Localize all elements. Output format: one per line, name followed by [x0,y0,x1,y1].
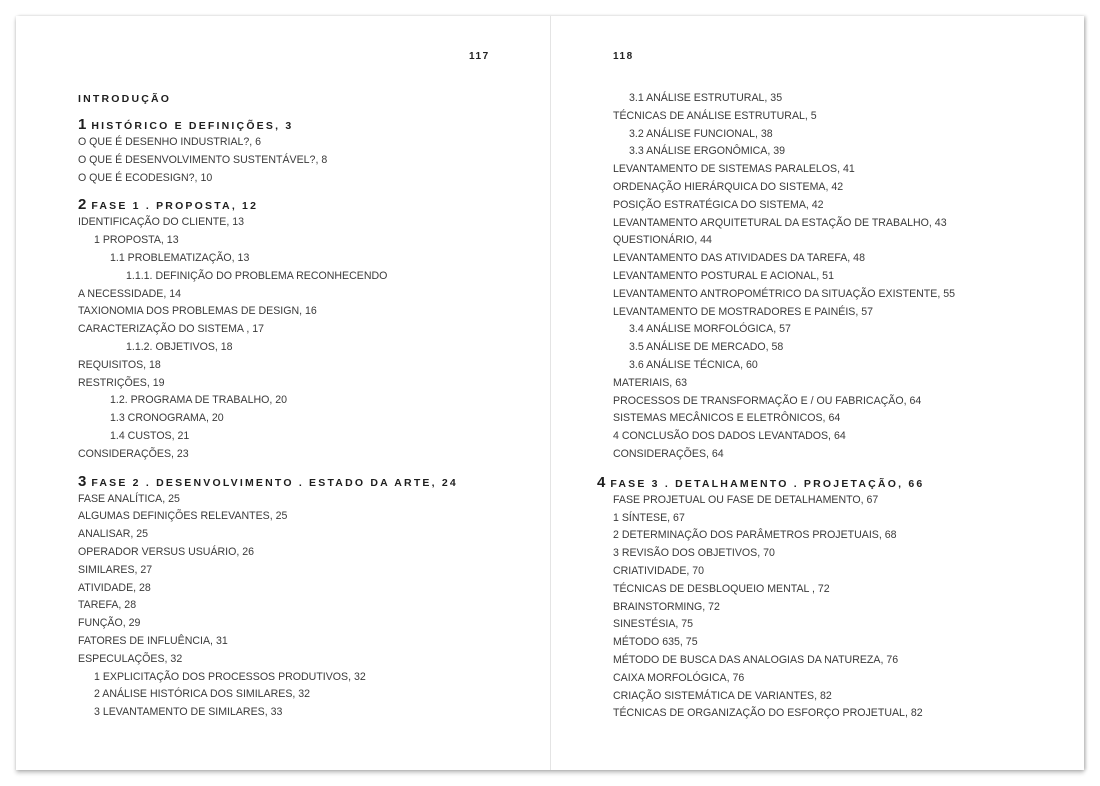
toc-entry: RESTRIÇÕES, 19 [78,376,165,389]
chapter-number: 4 [597,473,606,491]
toc-entry: 1.1 PROBLEMATIZAÇÃO, 13 [110,251,250,264]
chapter-title: FASE 1 . PROPOSTA, 12 [91,200,259,213]
toc-entry: CAIXA MORFOLÓGICA, 76 [613,671,745,684]
toc-entry: LEVANTAMENTO ANTROPOMÉTRICO DA SITUAÇÃO EXISTENTE, 55 [613,287,956,300]
toc-entry: LEVANTAMENTO POSTURAL E ACIONAL, 51 [613,269,834,282]
table-of-contents [78,90,458,722]
toc-entry: REQUISITOS, 18 [78,358,161,371]
toc-entry: TAXIONOMIA DOS PROBLEMAS DE DESIGN, 16 [78,305,317,318]
toc-entry: PROCESSOS DE TRANSFORMAÇÃO E / OU FABRICAÇÃO, 64 [613,394,922,407]
chapter-heading [78,116,458,134]
chapter-title: FASE 3 . DETALHAMENTO . PROJETAÇÃO, 66 [610,477,925,490]
chapter-number: 2 [78,196,87,214]
toc-entry: 3.2 ANÁLISE FUNCIONAL, 38 [629,127,773,140]
toc-entry: MATERIAIS, 63 [613,376,687,389]
toc-entry: 1.2. PROGRAMA DE TRABALHO, 20 [110,394,288,407]
toc-entry: 1.4 CUSTOS, 21 [110,429,190,442]
toc-entry: SINESTÉSIA, 75 [613,618,694,631]
toc-entry: O QUE É ECODESIGN?, 10 [78,171,213,184]
chapter-heading [597,474,955,492]
toc-entry: CONSIDERAÇÕES, 64 [613,447,724,460]
toc-entry: TAREFA, 28 [78,599,137,612]
toc-entry: MÉTODO DE BUSCA DAS ANALOGIAS DA NATUREZA, 76 [613,653,899,666]
toc-entry: 1 PROPOSTA, 13 [94,234,179,247]
toc-entry: O QUE É DESENHO INDUSTRIAL?, 6 [78,136,262,148]
toc-entry: 3 LEVANTAMENTO DE SIMILARES, 33 [94,706,283,719]
toc-entry: FUNÇÃO, 29 [78,617,141,630]
toc-entry: 1.1.1. DEFINIÇÃO DO PROBLEMA RECONHECENDO [126,269,388,282]
toc-entry: FATORES DE INFLUÊNCIA, 31 [78,634,228,647]
toc-entry: 3.5 ANÁLISE DE MERCADO, 58 [629,341,784,354]
toc-entry: 3.1 ANÁLISE ESTRUTURAL, 35 [629,92,783,104]
toc-entry: 3.4 ANÁLISE MORFOLÓGICA, 57 [629,323,791,336]
toc-entry: QUESTIONÁRIO, 44 [613,234,712,247]
toc-entry: ATIVIDADE, 28 [78,581,151,594]
toc-entry: TÉCNICAS DE DESBLOQUEIO MENTAL , 72 [613,582,830,595]
toc-entry: 1 EXPLICITAÇÃO DOS PROCESSOS PRODUTIVOS, 32 [94,670,366,683]
toc-entry: FASE PROJETUAL OU FASE DE DETALHAMENTO, 67 [613,493,879,506]
table-of-contents [597,90,956,723]
toc-entry: CARACTERIZAÇÃO DO SISTEMA , 17 [78,323,265,336]
toc-entry: LEVANTAMENTO ARQUITETURAL DA ESTAÇÃO DE TRABALHO, 43 [613,216,947,229]
toc-entry: 2 DETERMINAÇÃO DOS PARÂMETROS PROJETUAIS, 68 [613,529,897,542]
chapter-number: 1 [78,116,87,133]
toc-entry: 1.3 CRONOGRAMA, 20 [110,412,224,425]
chapter-heading [78,473,458,491]
chapter-title: HISTÓRICO E DEFINIÇÕES, 3 [91,120,294,132]
toc-entry: MÉTODO 635, 75 [613,636,698,649]
toc-entry: BRAINSTORMING, 72 [613,600,720,613]
toc-entry: ORDENAÇÃO HIERÁRQUICA DO SISTEMA, 42 [613,180,844,193]
page-number: 118 [613,51,634,62]
intro-heading: INTRODUÇÃO [78,93,172,105]
right-page [551,16,1084,770]
toc-entry: CRIAÇÃO SISTEMÁTICA DE VARIANTES, 82 [613,689,832,702]
toc-entry: SIMILARES, 27 [78,563,153,576]
toc-entry: ANALISAR, 25 [78,528,149,541]
toc-entry: CRIATIVIDADE, 70 [613,564,705,577]
book-spread [16,16,1084,770]
toc-entry: LEVANTAMENTO DE SISTEMAS PARALELOS, 41 [613,163,855,176]
chapter-number: 3 [78,472,87,490]
chapter-title: FASE 2 . DESENVOLVIMENTO . ESTADO DA ARTE, 24 [91,476,458,489]
toc-entry: 1 SÍNTESE, 67 [613,511,685,524]
toc-entry: 3.6 ANÁLISE TÉCNICA, 60 [629,358,758,371]
toc-entry: CONSIDERAÇÕES, 23 [78,447,189,460]
toc-entry: TÉCNICAS DE ORGANIZAÇÃO DO ESFORÇO PROJETUAL, 82 [613,707,923,720]
toc-entry: O QUE É DESENVOLVIMENTO SUSTENTÁVEL?, 8 [78,153,328,166]
toc-entry: 4 CONCLUSÃO DOS DADOS LEVANTADOS, 64 [613,430,846,443]
toc-entry: 3 REVISÃO DOS OBJETIVOS, 70 [613,547,775,560]
toc-entry: POSIÇÃO ESTRATÉGICA DO SISTEMA, 42 [613,198,824,211]
toc-entry: OPERADOR VERSUS USUÁRIO, 26 [78,545,255,558]
page-number: 117 [469,51,490,62]
toc-entry: LEVANTAMENTO DE MOSTRADORES E PAINÉIS, 57 [613,305,873,318]
toc-entry: FASE ANALÍTICA, 25 [78,492,180,505]
toc-entry: TÉCNICAS DE ANÁLISE ESTRUTURAL, 5 [613,109,817,122]
toc-entry: IDENTIFICAÇÃO DO CLIENTE, 13 [78,216,244,229]
chapter-heading [78,196,458,214]
left-page [16,16,550,770]
toc-entry: 1.1.2. OBJETIVOS, 18 [126,340,233,353]
toc-entry: 2 ANÁLISE HISTÓRICA DOS SIMILARES, 32 [94,688,311,701]
toc-entry: ALGUMAS DEFINIÇÕES RELEVANTES, 25 [78,510,288,523]
toc-entry: SISTEMAS MECÂNICOS E ELETRÔNICOS, 64 [613,412,841,425]
toc-entry: LEVANTAMENTO DAS ATIVIDADES DA TAREFA, 48 [613,252,865,265]
toc-entry: A NECESSIDADE, 14 [78,287,182,300]
toc-entry: ESPECULAÇÕES, 32 [78,652,183,665]
toc-entry: 3.3 ANÁLISE ERGONÔMICA, 39 [629,145,786,158]
